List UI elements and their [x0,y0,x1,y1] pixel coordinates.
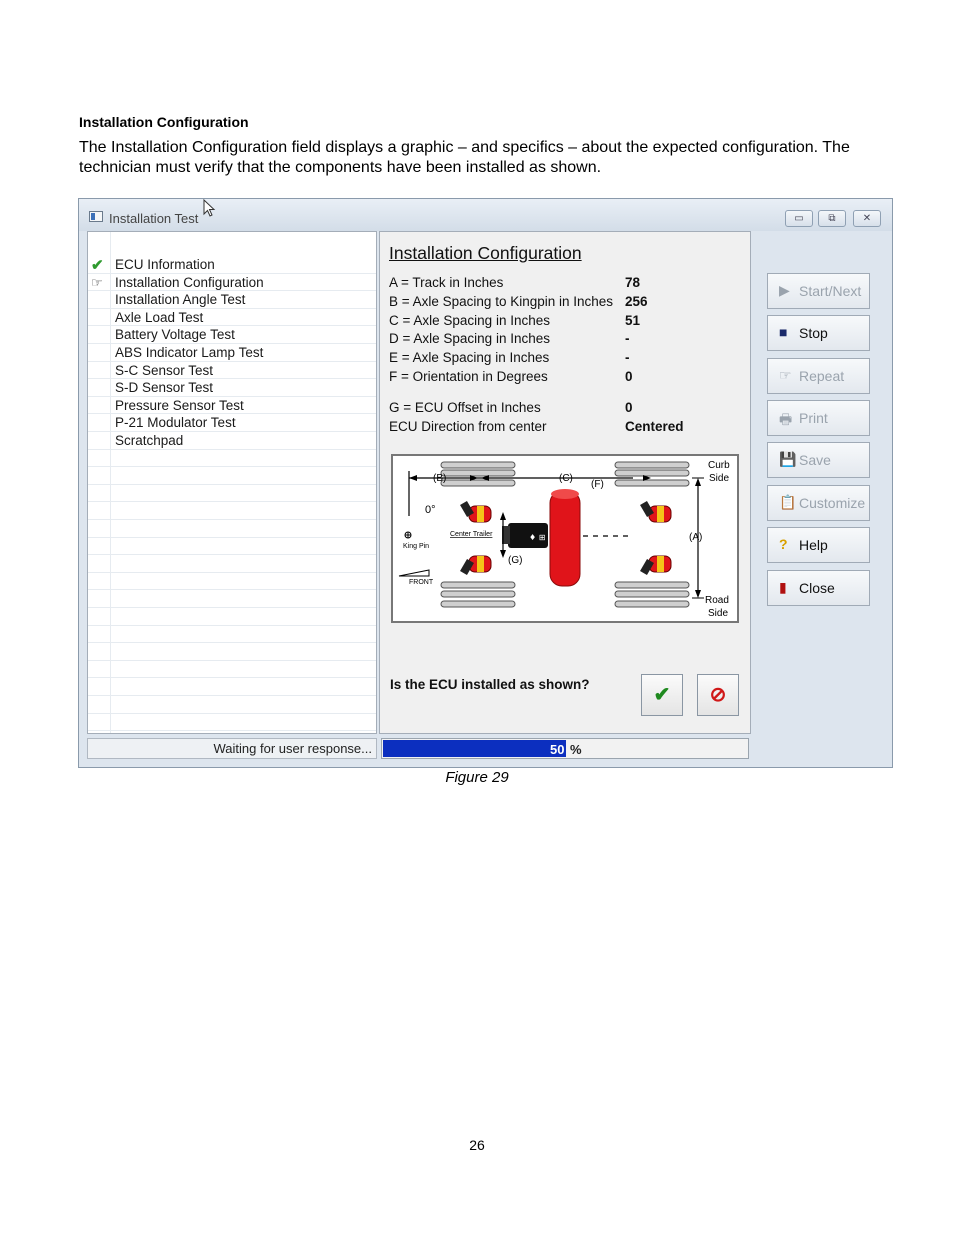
check-icon: ✔ [91,257,104,274]
button-label: Close [799,580,835,596]
dim-f-label: (F) [591,479,604,490]
curb-side-label: Side [709,473,730,484]
progress-bar [381,738,749,759]
test-list-item-label: Scratchpad [115,433,184,448]
test-list-item[interactable] [88,309,376,327]
test-list [87,231,377,734]
doc-heading: Installation Configuration [79,114,249,130]
minimize-button[interactable]: ▭ [785,210,813,227]
test-list-empty-row [88,661,376,679]
print-button[interactable] [767,400,870,436]
save-button[interactable] [767,442,870,478]
installation-diagram [391,454,739,623]
config-value: 0 [625,400,633,415]
test-list-empty-row [88,626,376,644]
config-label: ECU Direction from center [389,419,547,434]
svg-text:♦ ⊞: ♦ ⊞ [529,533,546,542]
config-label: E = Axle Spacing in Inches [389,350,550,365]
pointing-hand-icon: ☞ [91,274,103,290]
config-title: Installation Configuration [389,243,582,263]
test-list-empty-row [88,714,376,732]
config-panel [379,231,751,734]
center-trailer-label: Center Trailer [450,531,493,538]
maximize-button[interactable]: ⧉ [818,210,846,227]
customize-icon: 📋 [779,494,797,510]
stop-icon: ■ [779,324,788,340]
progress-percent: % [570,742,582,757]
config-label: G = ECU Offset in Inches [389,400,541,415]
button-label: Help [799,537,828,553]
floppy-icon: 💾 [779,451,797,467]
confirm-yes-button[interactable]: ✔ [641,674,683,716]
button-label: Print [799,410,828,426]
button-label: Customize [799,495,866,511]
title-bar [79,199,892,231]
test-list-empty-row [88,643,376,661]
close-window-button[interactable]: ✕ [853,210,881,227]
button-label: Save [799,452,831,468]
customize-button[interactable] [767,485,870,521]
progress-fill [383,740,566,757]
test-list-item[interactable] [88,362,376,380]
repeat-icon: ☞ [779,367,792,383]
config-value: 78 [625,275,641,290]
close-button[interactable] [767,570,870,606]
config-value: 0 [625,369,633,384]
test-list-empty-row [88,467,376,485]
confirm-question: Is the ECU installed as shown? [390,677,590,692]
config-value: Centered [625,419,684,434]
start-next-button[interactable] [767,273,870,309]
dim-b-label: (B) [433,473,447,484]
confirm-no-button[interactable]: ⊘ [697,674,739,716]
road-side-label: Side [708,608,729,619]
progress-value: 50 [550,742,565,757]
front-label: FRONT [409,579,434,586]
status-message: Waiting for user response... [87,738,377,759]
test-list-item-label: P-21 Modulator Test [115,415,236,431]
test-list-item-label: Pressure Sensor Test [115,397,244,413]
dim-c-label: (C) [559,473,573,484]
test-list-item[interactable] [88,397,376,415]
test-list-item[interactable] [88,326,376,344]
installation-test-window [78,198,893,768]
test-list-item-label: ECU Information [115,257,215,272]
test-list-item[interactable] [88,274,376,292]
test-list-empty-row [88,485,376,503]
window-icon [89,211,103,222]
repeat-button[interactable] [767,358,870,394]
sensor-top-left [460,501,491,522]
config-value: - [625,331,630,346]
config-value: - [625,350,630,365]
king-pin-label: King Pin [403,543,430,550]
help-button[interactable] [767,527,870,563]
test-list-item[interactable] [88,414,376,432]
config-label: D = Axle Spacing in Inches [389,331,550,346]
play-icon: ▶ [779,282,790,298]
degrees-label: 0° [425,504,436,516]
test-list-empty-row [88,573,376,591]
test-list-empty-row [88,502,376,520]
figure-caption: Figure 29 [445,769,509,786]
config-label: F = Orientation in Degrees [389,369,548,384]
test-list-empty-row [88,608,376,626]
road-label: Road [705,595,729,606]
test-list-item-label: Battery Voltage Test [115,327,235,343]
test-list-empty-row [88,555,376,573]
test-list-item[interactable] [88,256,376,274]
dim-g-label: (G) [508,555,523,566]
config-label: B = Axle Spacing to Kingpin in Inches [389,294,614,309]
trailer-diagram-svg [393,456,737,621]
test-list-empty-row [88,590,376,608]
door-icon: ▮ [779,579,787,595]
config-label: A = Track in Inches [389,275,504,290]
test-list-item[interactable] [88,379,376,397]
test-list-item[interactable] [88,344,376,362]
test-list-item-label: Axle Load Test [115,309,204,325]
test-list-empty-row [88,696,376,714]
test-list-item[interactable] [88,291,376,309]
test-list-empty-row [88,538,376,556]
test-list-item-label: Installation Configuration [115,274,264,290]
config-label: C = Axle Spacing in Inches [389,313,550,328]
dim-a-label: (A) [689,532,703,543]
button-label: Start/Next [799,283,862,299]
config-value: 51 [625,313,641,328]
doc-paragraph: The Installation Configuration field displays a graphic – and specifics – about the expected configuration. The technician must verify that the components have been installed as shown. [79,139,850,176]
button-label: Stop [799,325,828,341]
test-list-empty-row [88,520,376,538]
curb-label: Curb [708,460,730,471]
mouse-cursor-icon [203,199,217,217]
test-list-item-label: S-D Sensor Test [115,380,214,396]
window-title: Installation Test [109,211,199,226]
test-list-item-label: S-C Sensor Test [115,362,214,378]
config-value: 256 [625,294,648,309]
test-list-item-label: ABS Indicator Lamp Test [115,345,264,360]
stop-button[interactable] [767,315,870,351]
test-list-empty-row [88,450,376,468]
test-list-item-label: Installation Angle Test [115,292,246,308]
printer-icon: 🖶 [779,411,793,427]
page-number: 26 [469,1137,485,1153]
test-list-item[interactable] [88,432,376,450]
test-list-empty-row [88,678,376,696]
button-label: Repeat [799,368,845,384]
help-icon: ? [779,536,788,552]
